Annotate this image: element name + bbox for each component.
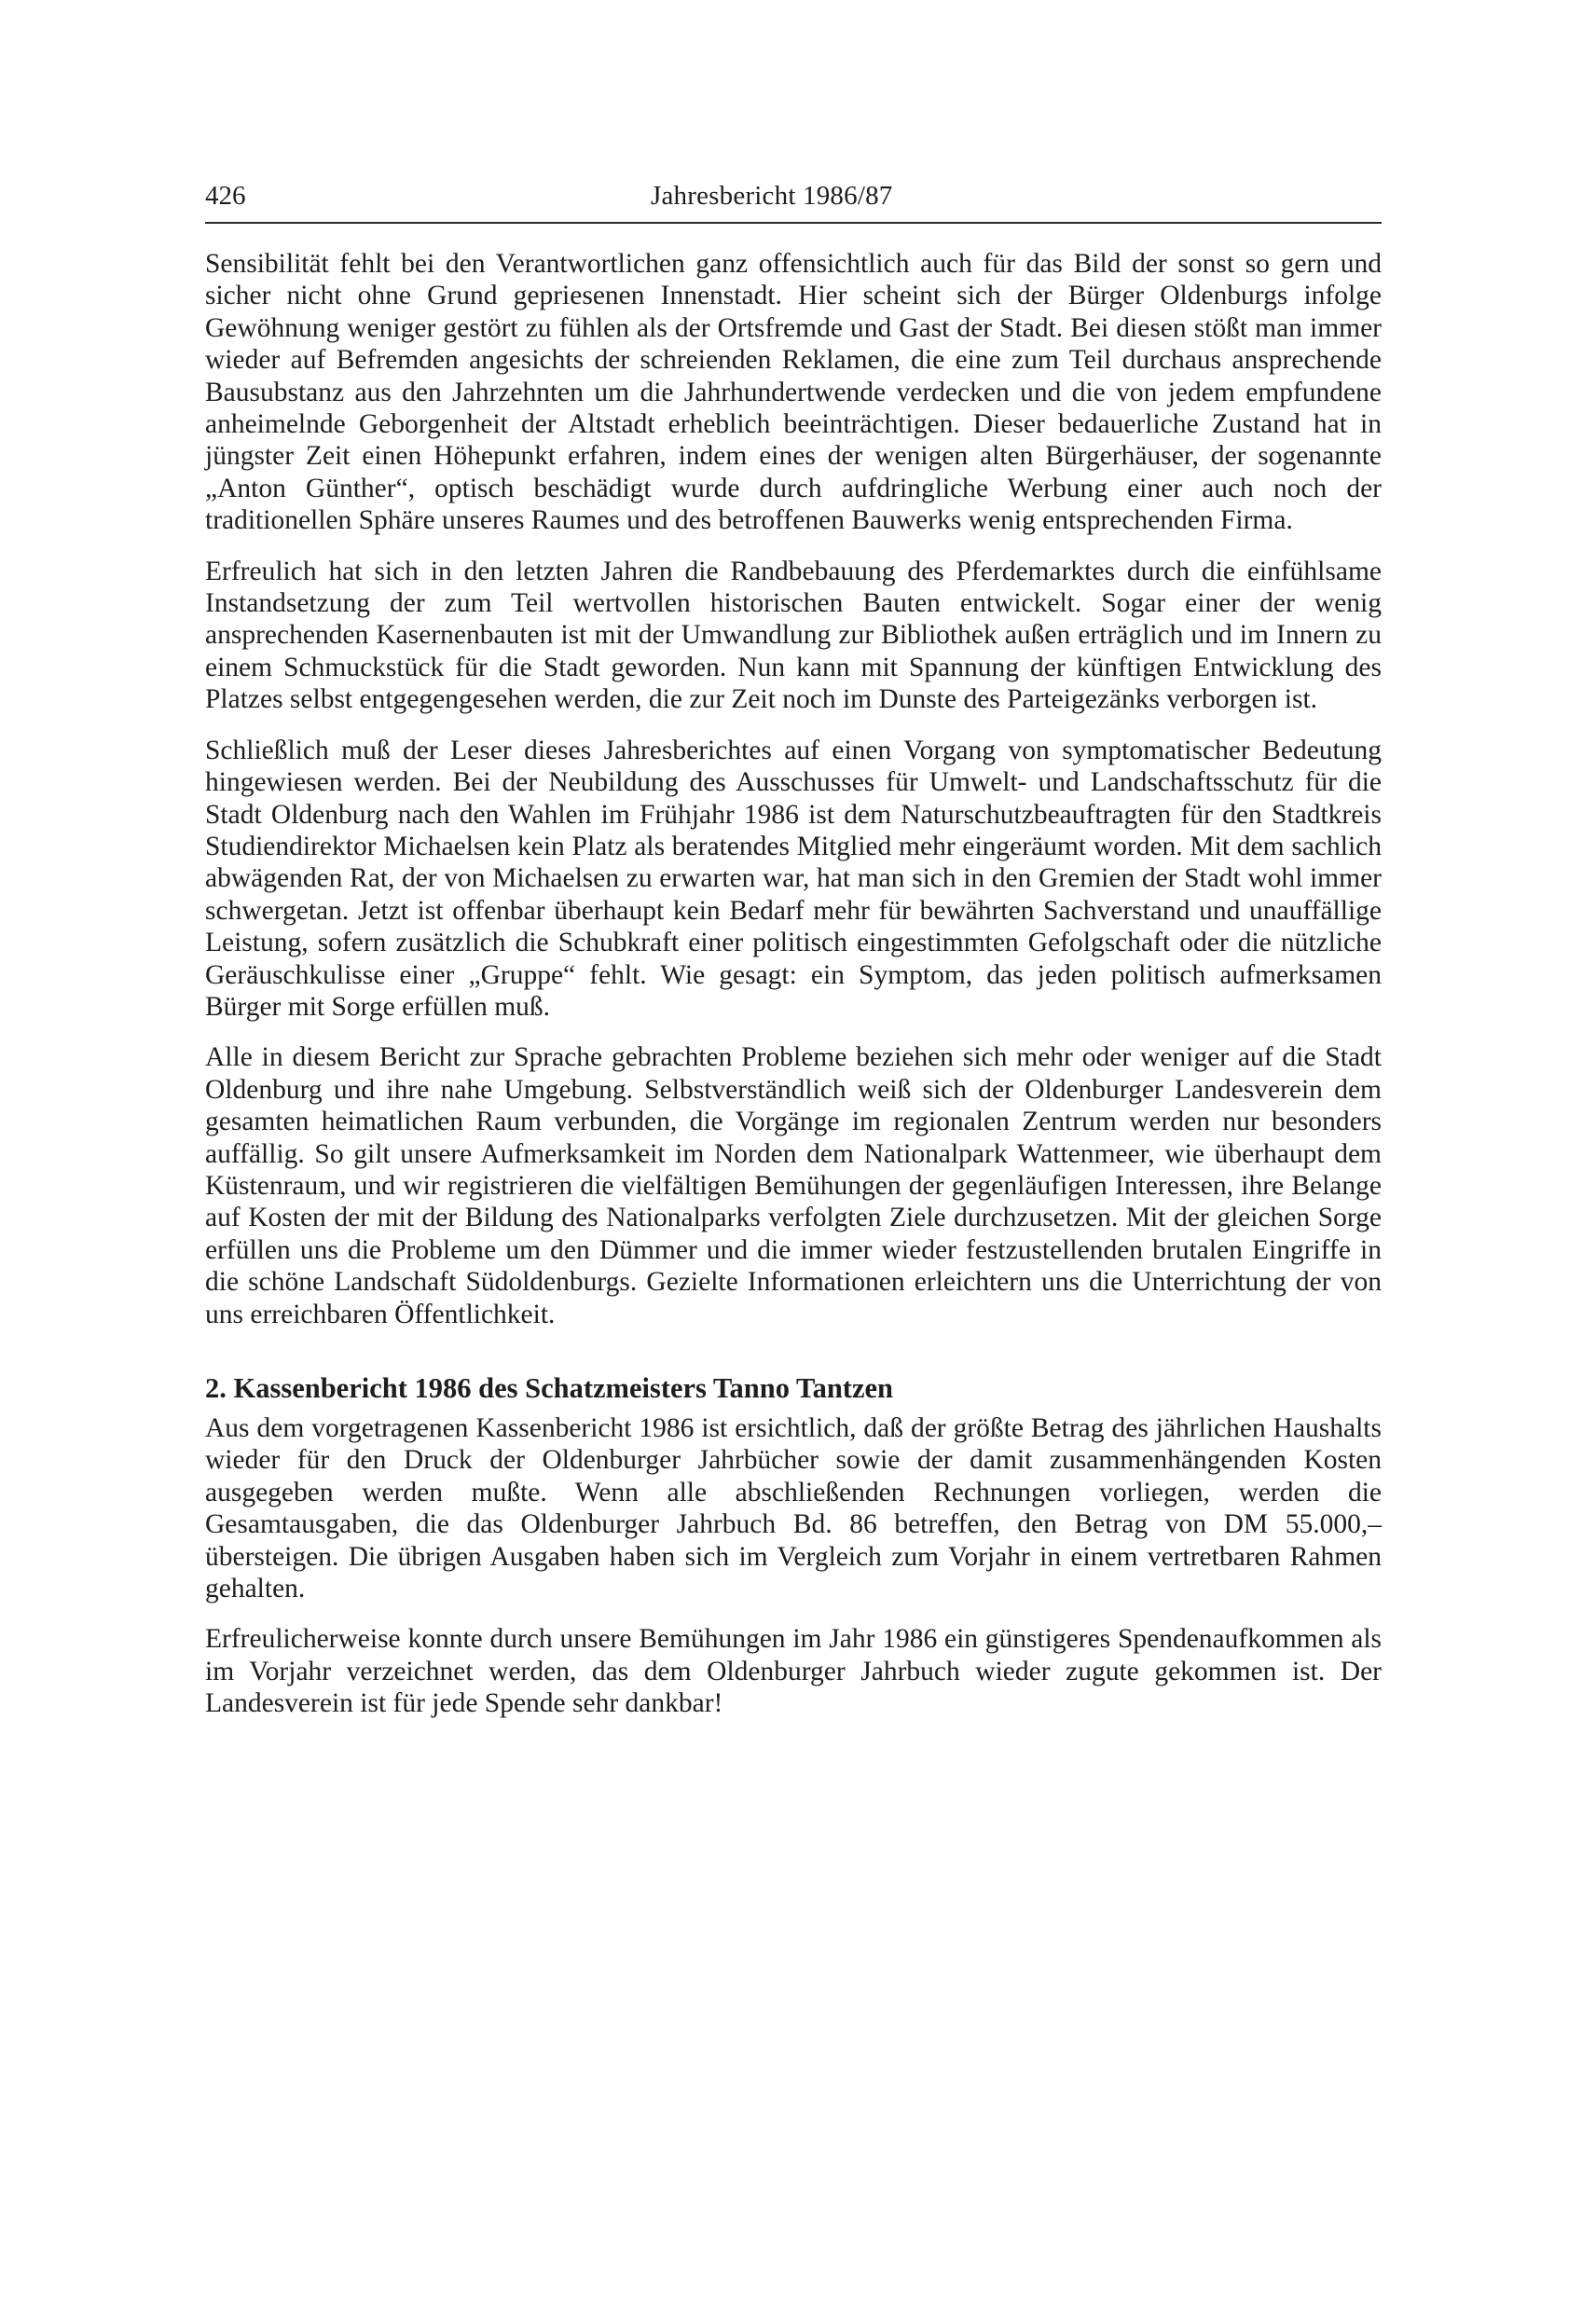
paragraph-kassenbericht: Aus dem vorgetragenen Kassenbericht 1986 ist ersichtlich, daß der größte Betrag des jährlichen Haushalts wieder für den Druck der Oldenburger Jahrbücher sowie der damit zusammenhängenden Kosten ausgegeben werden mußte. Wenn alle abschließenden Rechnungen vorliegen, werden die Gesamtausgaben, die das Oldenburger Jahrbuch Bd. 86 betreffen, den Betrag von DM 55.000,– übersteigen. Die übrigen Ausgaben haben sich im Vergleich zum Vorjahr in einem vertretbaren Rahmen gehalten. xyxy=(205,1413,1382,1604)
paragraph-naturschutzbeauftragter: Schließlich muß der Leser dieses Jahresberichtes auf einen Vorgang von symptomatischer Bedeutung hingewiesen werden. Bei der Neubildung des Ausschusses für Umwelt- und Landschaftsschutz für die Stadt Oldenburg nach den Wahlen im Frühjahr 1986 ist dem Naturschutzbeauftragten für den Stadtkreis Studiendirektor Michaelsen kein Platz als beratendes Mitglied mehr eingeräumt worden. Mit dem sachlich abwägenden Rat, der von Michaelsen zu erwarten war, hat man sich in den Gremien der Stadt wohl immer schwergetan. Jetzt ist offenbar überhaupt kein Bedarf mehr für bewährten Sachverstand und unauffällige Leistung, sofern zusätzlich die Schubkraft einer politisch eingestimmten Gefolgschaft oder die nützliche Geräuschkulisse einer „Gruppe“ fehlt. Wie gesagt: ein Symptom, das jeden politisch aufmerksamen Bürger mit Sorge erfüllen muß. xyxy=(205,735,1382,1022)
section-heading-kassenbericht: 2. Kassenbericht 1986 des Schatzmeisters Tanno Tantzen xyxy=(205,1372,893,1404)
paragraph-regionale-probleme: Alle in diesem Bericht zur Sprache gebrachten Probleme beziehen sich mehr oder weniger auf die Stadt Oldenburg und ihre nahe Umgebung. Selbstverständlich weiß sich der Oldenburger Landesverein dem gesamten heimatlichen Raum verbunden, die Vorgänge im regionalen Zentrum werden nur besonders auffällig. So gilt unsere Aufmerksamkeit im Norden dem Nationalpark Wattenmeer, wie überhaupt dem Küstenraum, und wir registrieren die vielfältigen Bemühungen der gegenläufigen Interessen, ihre Belange auf Kosten der mit der Bildung des Nationalparks verfolgten Ziele durchzusetzen. Mit der gleichen Sorge erfüllen uns die Probleme um den Dümmer und die immer wieder festzustellenden brutalen Eingriffe in die schöne Landschaft Südoldenburgs. Gezielte Informationen erleichtern uns die Unterrichtung der von uns erreichbaren Öffentlichkeit. xyxy=(205,1042,1382,1329)
running-title: Jahresbericht 1986/87 xyxy=(651,181,893,211)
paragraph-pferdemarkt: Erfreulich hat sich in den letzten Jahren die Randbebauung des Pferdemarktes durch die einfühlsame Instandsetzung der zum Teil wertvollen historischen Bauten entwickelt. Sogar einer der wenig ansprechenden Kasernenbauten ist mit der Umwandlung zur Bibliothek außen erträglich und im Innern zu einem Schmuckstück für die Stadt geworden. Nun kann mit Spannung der künftigen Entwicklung des Platzes selbst entgegengesehen werden, die zur Zeit noch im Dunste des Parteigezänks verborgen ist. xyxy=(205,556,1382,715)
header-rule xyxy=(205,222,1382,224)
page-number: 426 xyxy=(205,181,246,211)
paragraph-spendenaufkommen: Erfreulicherweise konnte durch unsere Bemühungen im Jahr 1986 ein günstigeres Spendenaufkommen als im Vorjahr verzeichnet werden, das dem Oldenburger Jahrbuch wieder zugute gekommen ist. Der Landesverein ist für jede Spende sehr dankbar! xyxy=(205,1624,1382,1719)
paragraph-sensibilitaet: Sensibilität fehlt bei den Verantwortlichen ganz offensichtlich auch für das Bild der sonst so gern und sicher nicht ohne Grund gepriesenen Innenstadt. Hier scheint sich der Bürger Oldenburgs infolge Gewöhnung weniger gestört zu fühlen als der Ortsfremde und Gast der Stadt. Bei diesen stößt man immer wieder auf Befremden angesichts der schreienden Reklamen, die eine zum Teil durchaus ansprechende Bausubstanz aus den Jahrzehnten um die Jahrhundertwende verdecken und die von jedem empfundene anheimelnde Geborgenheit der Altstadt erheblich beeinträchtigen. Dieser bedauerliche Zustand hat in jüngster Zeit einen Höhepunkt erfahren, indem eines der wenigen alten Bürgerhäuser, der sogenannte „Anton Günther“, optisch beschädigt wurde durch aufdringliche Werbung einer auch noch der traditionellen Sphäre unseres Raumes und des betroffenen Bauwerks wenig entsprechenden Firma. xyxy=(205,249,1382,536)
running-head xyxy=(205,175,1382,216)
body-text xyxy=(205,248,1382,1739)
